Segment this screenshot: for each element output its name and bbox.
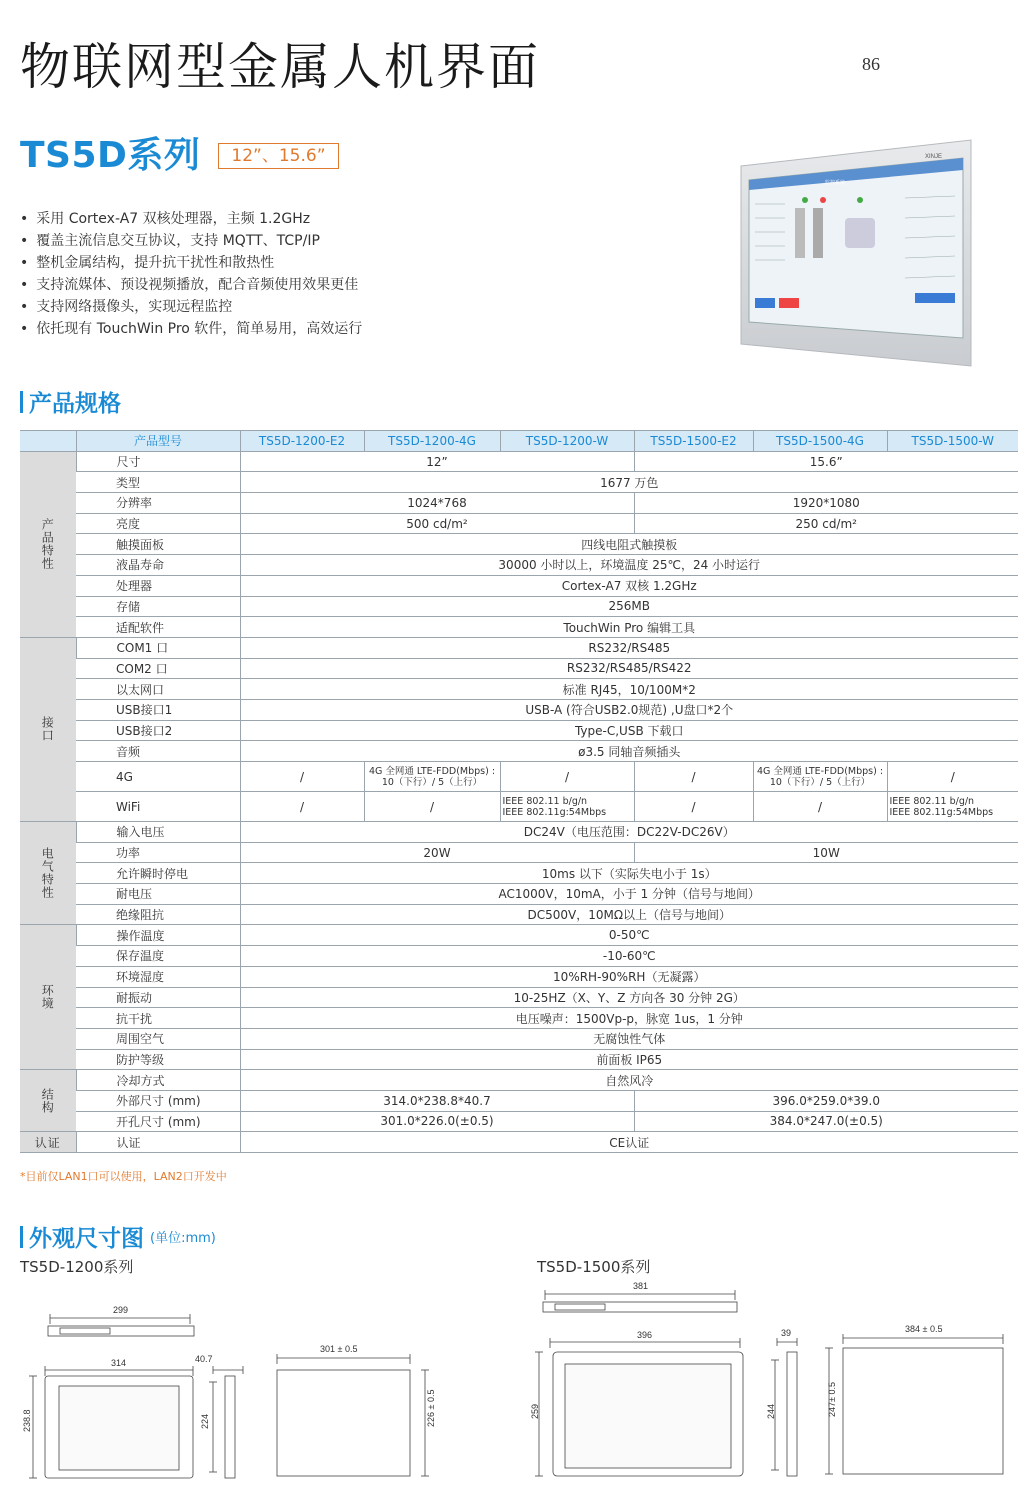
cell: 10W	[634, 842, 1018, 863]
cell: 10ms 以下（实际失电小于 1s）	[240, 863, 1018, 884]
row-label: 处理器	[76, 575, 240, 596]
row-label: 功率	[76, 842, 240, 863]
table-row	[20, 741, 1018, 762]
cell: CE认证	[240, 1132, 1018, 1153]
row-label: COM1 口	[76, 637, 240, 658]
row-label: 允许瞬时停电	[76, 863, 240, 884]
cell: 前面板 IP65	[240, 1049, 1018, 1070]
table-row	[20, 1028, 1018, 1049]
cell: /	[240, 792, 364, 822]
table-row	[20, 822, 1018, 843]
cell: 四线电阻式触摸板	[240, 534, 1018, 555]
row-label: 绝缘阻抗	[76, 904, 240, 925]
row-label: 类型	[76, 472, 240, 493]
cell: Cortex-A7 双核 1.2GHz	[240, 575, 1018, 596]
table-row	[20, 762, 1018, 792]
row-label: 抗干扰	[76, 1008, 240, 1029]
cell: 10%RH-90%RH（无凝露）	[240, 966, 1018, 987]
feature-list	[20, 208, 362, 340]
cell: /	[364, 792, 500, 822]
row-label: 操作温度	[76, 925, 240, 946]
row-label: COM2 口	[76, 658, 240, 679]
dim-label: 226 ± 0.5	[426, 1389, 436, 1427]
header-cell: TS5D-1200-4G	[364, 431, 500, 452]
cell: 1677 万色	[240, 472, 1018, 493]
table-row	[20, 946, 1018, 967]
cell: 15.6”	[634, 451, 1018, 472]
feature-item: • 整机金属结构，提升抗干扰性和散热性	[20, 252, 362, 274]
cell	[500, 792, 634, 822]
header-cell: TS5D-1500-4G	[753, 431, 887, 452]
row-label: 分辨率	[76, 493, 240, 514]
cell: 1920*1080	[634, 493, 1018, 514]
dim-label: 238.8	[22, 1409, 32, 1432]
row-label: 以太网口	[76, 679, 240, 700]
row-label: WiFi	[76, 792, 240, 822]
dim-section-title: 外观尺寸图	[29, 1226, 144, 1252]
row-label: 液晶寿命	[76, 555, 240, 576]
header-cell: TS5D-1500-W	[887, 431, 1018, 452]
cell: 256MB	[240, 596, 1018, 617]
cell: Type-C,USB 下载口	[240, 720, 1018, 741]
row-label: 音频	[76, 741, 240, 762]
dim-label: 244	[766, 1403, 776, 1419]
cell: ø3.5 同轴音频插头	[240, 741, 1018, 762]
dim-label: 224	[200, 1413, 210, 1429]
cell: 标准 RJ45，10/100M*2	[240, 679, 1018, 700]
cell: DC24V（电压范围：DC22V-DC26V）	[240, 822, 1018, 843]
table-row	[20, 1090, 1018, 1111]
dim-label: 314	[111, 1358, 127, 1368]
dim-1500-title: TS5D-1500系列	[537, 1258, 651, 1276]
table-row	[20, 720, 1018, 741]
dim-label: 384 ± 0.5	[905, 1324, 943, 1334]
table-row	[20, 1049, 1018, 1070]
table-row	[20, 925, 1018, 946]
screen-title: 监控系统	[825, 180, 846, 186]
row-label: 存储	[76, 596, 240, 617]
cell: 10-25HZ（X、Y、Z 方向各 30 分钟 2G）	[240, 987, 1018, 1008]
table-row	[20, 637, 1018, 658]
table-row	[20, 863, 1018, 884]
cell: 20W	[240, 842, 634, 863]
spec-header-row	[20, 431, 1018, 452]
feature-item: • 采用 Cortex-A7 双核处理器，主频 1.2GHz	[20, 208, 362, 230]
row-label: 环境湿度	[76, 966, 240, 987]
header-cell: TS5D-1500-E2	[634, 431, 753, 452]
dim-label: 396	[637, 1330, 653, 1340]
row-label: USB接口1	[76, 699, 240, 720]
table-row	[20, 904, 1018, 925]
table-row	[20, 513, 1018, 534]
cell-line: IEEE 802.11 b/g/n	[889, 795, 975, 807]
cell: 12”	[240, 451, 634, 472]
product-photo	[735, 138, 975, 388]
table-row	[20, 966, 1018, 987]
table-row	[20, 1111, 1018, 1132]
cell: /	[753, 792, 887, 822]
cell: 无腐蚀性气体	[240, 1028, 1018, 1049]
table-row	[20, 493, 1018, 514]
row-label: 适配软件	[76, 617, 240, 638]
cell: 314.0*238.8*40.7	[240, 1090, 634, 1111]
cell-line: 4G 全网通 LTE-FDD(Mbps) :	[368, 765, 496, 777]
cell: 250 cd/m²	[634, 513, 1018, 534]
footnote: *目前仅LAN1口可以使用，LAN2口开发中	[20, 1170, 227, 1183]
table-row	[20, 617, 1018, 638]
dim-section-unit: (单位:mm)	[150, 1231, 216, 1246]
row-label: 输入电压	[76, 822, 240, 843]
table-row	[20, 658, 1018, 679]
dim-section-heading	[20, 1220, 216, 1253]
group-label: 接口	[20, 637, 76, 821]
table-row	[20, 1070, 1018, 1091]
dim-label: 247± 0.5	[827, 1382, 837, 1417]
spec-section-title: 产品规格	[29, 391, 121, 417]
row-label: 冷却方式	[76, 1070, 240, 1091]
series-sizes-badge: 12”、15.6”	[218, 143, 338, 169]
table-row	[20, 987, 1018, 1008]
cell: /	[887, 762, 1018, 792]
cell: 电压噪声：1500Vp-p，脉宽 1us，1 分钟	[240, 1008, 1018, 1029]
spec-table	[20, 430, 1018, 1153]
row-label: 开孔尺寸 (mm)	[76, 1111, 240, 1132]
table-row	[20, 596, 1018, 617]
row-label: 外部尺寸 (mm)	[76, 1090, 240, 1111]
page-number: 86	[862, 54, 880, 74]
dim-1200-title: TS5D-1200系列	[20, 1258, 134, 1276]
series-name: TS5D系列	[20, 135, 201, 176]
cell: -10-60℃	[240, 946, 1018, 967]
cell: 384.0*247.0(±0.5)	[634, 1111, 1018, 1132]
row-label: 保存温度	[76, 946, 240, 967]
cell: /	[500, 762, 634, 792]
dim-drawing-1500	[525, 1280, 1025, 1485]
page-title: 物联网型金属人机界面	[20, 38, 540, 96]
cell: 0-50℃	[240, 925, 1018, 946]
table-row	[20, 679, 1018, 700]
cell-line: 10（下行）/ 5（上行）	[769, 776, 871, 788]
dim-label: 259	[530, 1403, 540, 1419]
cell: 1024*768	[240, 493, 634, 514]
group-label: 环境	[20, 925, 76, 1070]
series-heading	[20, 135, 339, 176]
cell: 301.0*226.0(±0.5)	[240, 1111, 634, 1132]
dim-label: 299	[113, 1305, 129, 1315]
group-label: 认证	[20, 1132, 76, 1153]
cell	[887, 792, 1018, 822]
cell: /	[240, 762, 364, 792]
feature-item: • 支持流媒体、预设视频播放，配合音频使用效果更佳	[20, 274, 362, 296]
cell: /	[634, 762, 753, 792]
cell: /	[634, 792, 753, 822]
group-label: 产品特性	[20, 451, 76, 637]
dim-drawing-1200	[15, 1300, 455, 1485]
dim-label: 40.7	[195, 1354, 213, 1364]
table-row	[20, 792, 1018, 822]
cell: AC1000V，10mA，小于 1 分钟（信号与地间）	[240, 884, 1018, 905]
cell: 396.0*259.0*39.0	[634, 1090, 1018, 1111]
cell: RS232/RS485	[240, 637, 1018, 658]
feature-item: • 依托现有 TouchWin Pro 软件，简单易用，高效运行	[20, 318, 362, 340]
row-label: 认证	[76, 1132, 240, 1153]
cell-line: IEEE 802.11g:54Mbps	[889, 806, 994, 818]
row-label: 触摸面板	[76, 534, 240, 555]
table-row	[20, 884, 1018, 905]
cell	[753, 762, 887, 792]
feature-item: • 支持网络摄像头，实现远程监控	[20, 296, 362, 318]
header-cell: TS5D-1200-W	[500, 431, 634, 452]
header-cell: TS5D-1200-E2	[240, 431, 364, 452]
cell: RS232/RS485/RS422	[240, 658, 1018, 679]
cell	[364, 762, 500, 792]
group-label: 结构	[20, 1070, 76, 1132]
table-row	[20, 1008, 1018, 1029]
cell-line: 4G 全网通 LTE-FDD(Mbps) :	[756, 765, 884, 777]
dim-label: 39	[781, 1328, 792, 1338]
header-cell: 产品型号	[76, 431, 240, 452]
feature-item: • 覆盖主流信息交互协议，支持 MQTT、TCP/IP	[20, 230, 362, 252]
row-label: 亮度	[76, 513, 240, 534]
cell: USB-A (符合USB2.0规范) ,U盘口*2个	[240, 699, 1018, 720]
row-label: 耐振动	[76, 987, 240, 1008]
table-row	[20, 699, 1018, 720]
row-label: 尺寸	[76, 451, 240, 472]
brand-logo: XINJE	[925, 154, 943, 160]
row-label: 防护等级	[76, 1049, 240, 1070]
cell: TouchWin Pro 编辑工具	[240, 617, 1018, 638]
row-label: 周围空气	[76, 1028, 240, 1049]
row-label: 4G	[76, 762, 240, 792]
dim-label: 381	[633, 1281, 649, 1291]
table-row	[20, 842, 1018, 863]
table-row	[20, 1132, 1018, 1153]
table-row	[20, 555, 1018, 576]
table-row	[20, 534, 1018, 555]
cell: DC500V，10MΩ以上（信号与地间）	[240, 904, 1018, 925]
cell-line: IEEE 802.11 b/g/n	[502, 795, 588, 807]
row-label: USB接口2	[76, 720, 240, 741]
table-row	[20, 451, 1018, 472]
cell: 500 cd/m²	[240, 513, 634, 534]
cell: 自然风冷	[240, 1070, 1018, 1091]
spec-section-heading	[20, 385, 121, 418]
group-label: 电气特性	[20, 822, 76, 925]
table-row	[20, 472, 1018, 493]
cell-line: IEEE 802.11g:54Mbps	[502, 806, 607, 818]
row-label: 耐电压	[76, 884, 240, 905]
table-row	[20, 575, 1018, 596]
cell-line: 10（下行）/ 5（上行）	[381, 776, 483, 788]
cell: 30000 小时以上，环境温度 25℃，24 小时运行	[240, 555, 1018, 576]
dim-label: 301 ± 0.5	[320, 1344, 358, 1354]
